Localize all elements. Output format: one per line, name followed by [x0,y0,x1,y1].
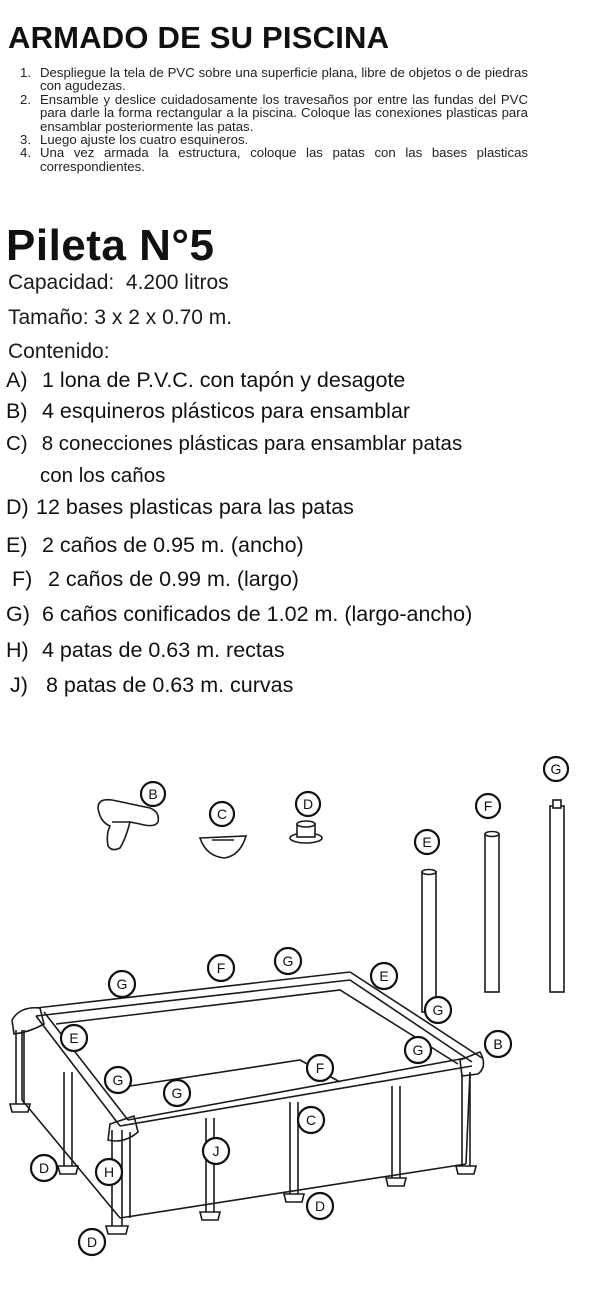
item-letter: A) [6,368,28,392]
pool-label-d [307,1193,333,1219]
step-text: Una vez armada la estructura, coloque las patas con las bases plasticas correspondientes. [40,145,528,174]
svg-text:F: F [315,1060,325,1076]
capacity-label: Capacidad: [8,271,115,294]
item-text: 6 caños conificados de 1.02 m. (largo-ancho) [41,602,473,626]
pipe-g-drawing [550,800,564,992]
capacity-line [8,270,229,296]
connector-drawing [200,836,246,858]
content-item [6,637,285,664]
svg-text:B: B [493,1036,503,1052]
pool-label-b [485,1031,511,1057]
svg-text:H: H [103,1164,115,1180]
pool-label-e [371,963,397,989]
svg-text:B: B [148,786,158,802]
item-text: 2 caños de 0.95 m. (ancho) [41,533,304,557]
assembly-diagram [0,740,600,1301]
pool-label-h [96,1159,122,1185]
item-text: 1 lona de P.V.C. con tapón y desagote [41,368,406,392]
pool-label-g [164,1080,190,1106]
step-item [20,146,528,173]
item-letter: C) [6,432,28,455]
pool-label-g [275,948,301,974]
svg-text:E: E [422,834,432,850]
svg-text:G: G [116,976,128,992]
pipe-e-drawing [422,870,436,1013]
pool-label-e [61,1025,87,1051]
size-line: Tamaño: 3 x 2 x 0.70 m. [8,306,233,329]
step-number: 4. [20,145,31,161]
svg-text:F: F [216,960,226,976]
label-bubble-b [141,782,165,806]
item-letter: F) [12,567,33,591]
item-text: con los caños [40,464,166,487]
item-text: 8 patas de 0.63 m. curvas [45,673,294,697]
item-letter: E) [6,533,28,557]
corner-piece-drawing [98,800,158,850]
model-title: Pileta N°5 [6,221,215,270]
content-item [6,494,354,521]
pool-label-c [298,1107,324,1133]
svg-text:D: D [86,1234,98,1250]
item-text: 12 bases plasticas para las patas [36,495,354,519]
item-letter: J) [10,673,28,697]
leg-base-drawing [290,821,322,843]
step-number: 1. [20,65,31,80]
content-item [10,672,293,699]
pool-label-g [105,1067,131,1093]
svg-text:G: G [432,1002,444,1018]
svg-text:G: G [550,761,562,777]
pool-label-g [425,997,451,1023]
pool-label-d [31,1155,57,1181]
step-number: 2. [20,91,31,107]
item-text: 8 conecciones plásticas para ensamblar patas [41,432,463,455]
item-letter: B) [6,399,28,423]
pool-label-j [203,1138,229,1164]
capacity-value: 4.200 litros [125,271,229,294]
label-bubble-g [544,757,568,781]
svg-text:D: D [314,1198,326,1214]
item-text: 4 patas de 0.63 m. rectas [41,638,285,662]
svg-text:C: C [216,806,228,822]
content-item-continuation [40,462,165,489]
svg-text:G: G [282,953,294,969]
svg-text:G: G [112,1072,124,1088]
item-text: 4 esquineros plásticos para ensamblar [41,399,411,423]
svg-text:J: J [212,1143,220,1159]
step-text: Despliegue la tela de PVC sobre una superficie plana, libre de objetos o de piedras con agudezas. [40,65,528,94]
content-item [6,398,410,425]
content-item [12,566,299,593]
step-item [20,66,528,93]
step-number: 3. [20,132,31,148]
label-bubble-e [415,830,439,854]
svg-text:E: E [379,968,389,984]
pool-label-d [79,1229,105,1255]
item-text: 2 caños de 0.99 m. (largo) [47,567,299,591]
assembly-steps [20,66,528,173]
step-item [20,133,528,146]
pool-label-f [307,1055,333,1081]
svg-text:C: C [305,1112,317,1128]
svg-text:E: E [69,1030,79,1046]
pool-label-f [208,955,234,981]
label-bubble-f [476,794,500,818]
svg-text:D: D [302,796,314,812]
svg-text:G: G [171,1085,183,1101]
content-item [6,430,462,457]
label-bubble-c [210,802,234,826]
pool-frame-drawing [10,972,484,1234]
step-text: Luego ajuste los cuatro esquineros. [40,132,249,148]
step-text: Ensamble y deslice cuidadosamente los travesaños por entre las fundas del PVC para darle la forma rectangular a la piscina. Coloque las conexiones plasticas para ensamblar posteriormente las patas. [40,91,528,134]
pool-label-g [109,971,135,997]
contents-label: Contenido: [8,340,110,363]
content-item [6,367,405,394]
content-item [6,532,304,559]
item-letter: G) [6,602,30,626]
item-letter: H) [6,638,29,662]
pool-label-g [405,1037,431,1063]
content-item [6,601,472,628]
svg-text:D: D [38,1160,50,1176]
page-title: ARMADO DE SU PISCINA [8,20,390,55]
svg-text:F: F [483,798,493,814]
svg-text:G: G [412,1042,424,1058]
label-bubble-d [296,792,320,816]
step-item [20,93,528,133]
item-letter: D) [6,495,29,519]
pipe-f-drawing [485,832,499,993]
